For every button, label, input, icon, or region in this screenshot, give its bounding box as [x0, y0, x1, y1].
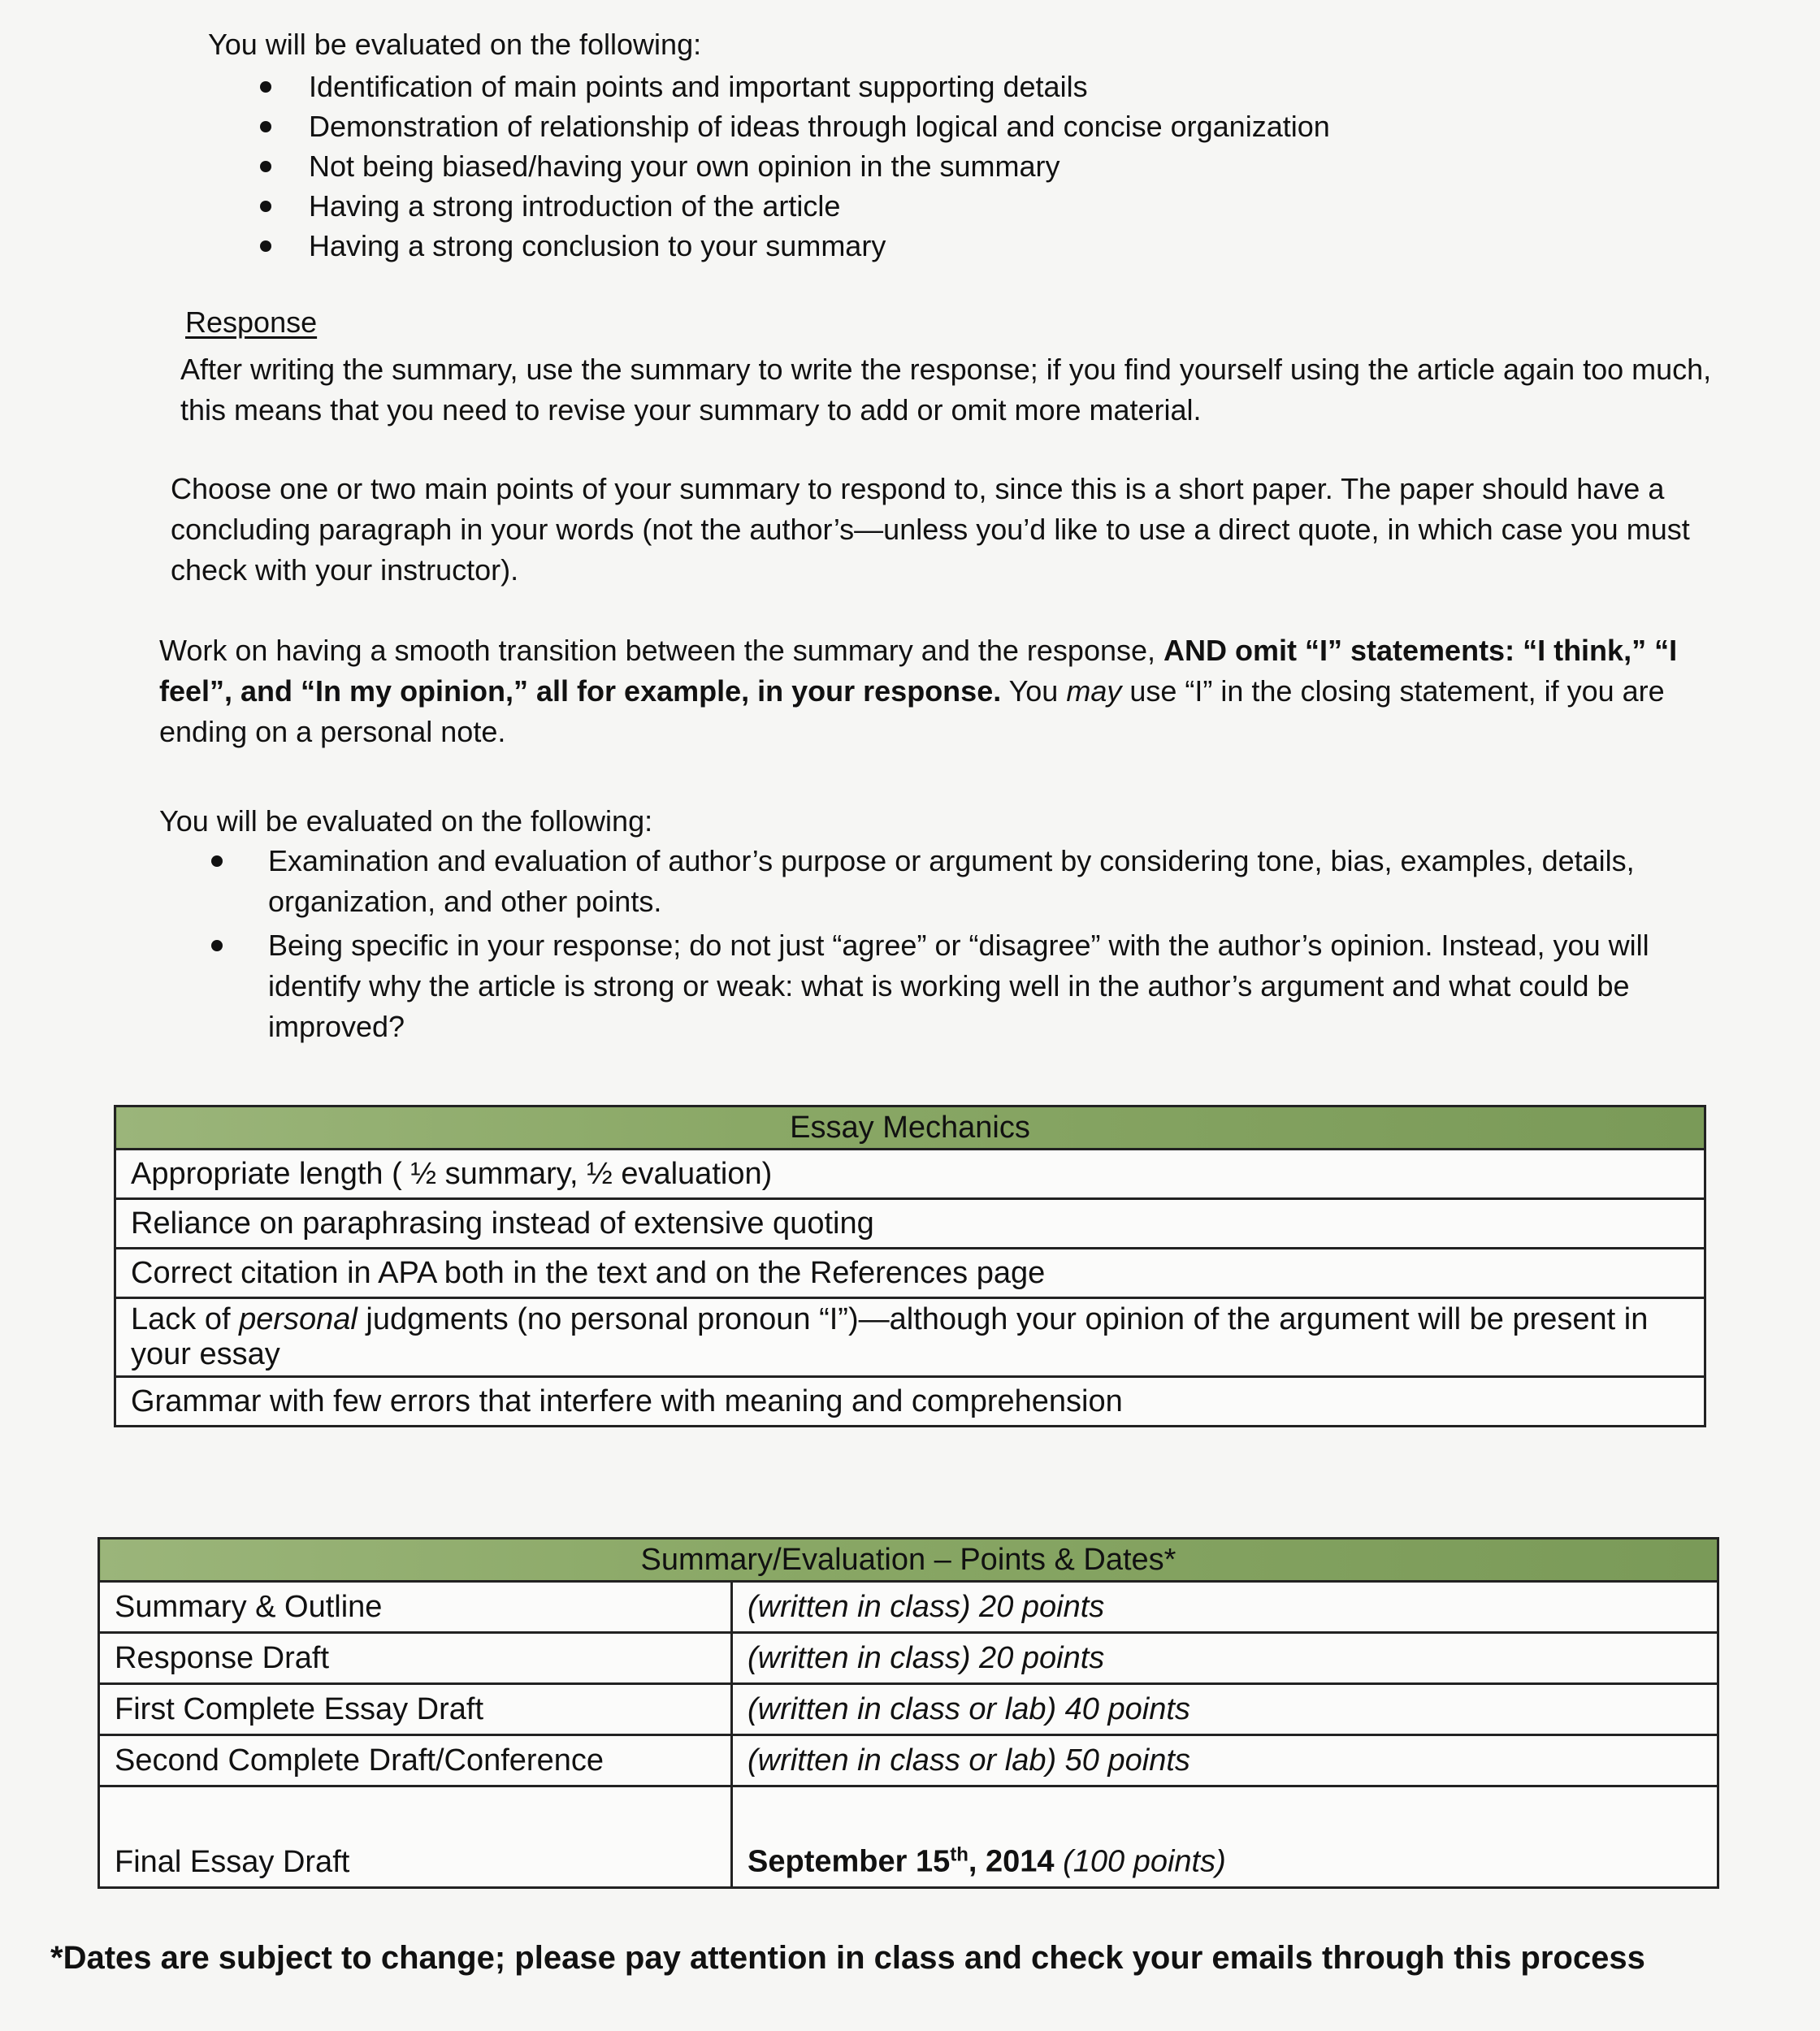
table-cell: Grammar with few errors that interfere with meaning and comprehension: [115, 1377, 1705, 1427]
table-row: [99, 1633, 1718, 1684]
response-paragraph-1: After writing the summary, use the summary to write the response; if you find yourself using the article again too much, this means that you need to revise your summary to add or omit more material.: [180, 353, 1712, 427]
table-cell: Appropriate length ( ½ summary, ½ evaluation): [115, 1150, 1705, 1199]
table-row: [99, 1786, 1718, 1888]
bullet-icon: [260, 161, 271, 172]
list-item: Being specific in your response; do not just “agree” or “disagree” with the author’s opinion. Instead, you will identify why the article is strong or weak: what is working well in the author’s argument and what could be improved?: [268, 925, 1747, 1047]
bullet-icon: [211, 855, 223, 867]
task-cell: Final Essay Draft: [99, 1786, 732, 1888]
list-item: Having a strong conclusion to your summary: [309, 226, 1330, 266]
table-row: [115, 1249, 1705, 1298]
response-eval-list: [268, 841, 1747, 1050]
table-row: [99, 1735, 1718, 1786]
bullet-icon: [260, 201, 271, 212]
task-cell: Summary & Outline: [99, 1582, 732, 1633]
table-row: [115, 1150, 1705, 1199]
list-item: Demonstration of relationship of ideas through logical and concise organization: [309, 106, 1330, 146]
table-row: [115, 1377, 1705, 1427]
detail-cell: (written in class) 20 points: [732, 1582, 1718, 1633]
bullet-icon: [211, 940, 223, 951]
table-row: [115, 1199, 1705, 1249]
table-header: Essay Mechanics: [115, 1106, 1705, 1150]
task-cell: Second Complete Draft/Conference: [99, 1735, 732, 1786]
summary-eval-list: [309, 67, 1330, 266]
bullet-icon: [260, 121, 271, 132]
table-cell: Lack of personal judgments (no personal pronoun “I”)—although your opinion of the argument will be present in your essay: [115, 1298, 1705, 1377]
list-item: Identification of main points and important supporting details: [309, 67, 1330, 106]
detail-cell: September 15th, 2014 (100 points): [732, 1786, 1718, 1888]
list-item: Examination and evaluation of author’s purpose or argument by considering tone, bias, examples, details, organization, and other points.: [268, 841, 1747, 922]
essay-mechanics-table: [114, 1105, 1706, 1427]
bullet-icon: [260, 81, 271, 93]
task-cell: Response Draft: [99, 1633, 732, 1684]
table-cell: Correct citation in APA both in the text and on the References page: [115, 1249, 1705, 1298]
table-row: [99, 1582, 1718, 1633]
bullet-icon: [260, 240, 271, 252]
response-paragraph-2: Choose one or two main points of your summary to respond to, since this is a short paper. The paper should have a concluding paragraph in your words (not the author’s—unless you’d like to use a direct quote, in which case you must check with your instructor).: [171, 472, 1690, 587]
table-row: [115, 1298, 1705, 1377]
detail-cell: (written in class) 20 points: [732, 1633, 1718, 1684]
response-paragraph-3: Work on having a smooth transition between the summary and the response, AND omit “I” statements: “I think,” “I feel”, and “In my opinion,” all for example, in your response. You may use “I” in the closing statement, if you are ending on a personal note.: [159, 634, 1678, 748]
detail-cell: (written in class or lab) 40 points: [732, 1684, 1718, 1735]
table-cell: Reliance on paraphrasing instead of extensive quoting: [115, 1199, 1705, 1249]
footer-note: *Dates are subject to change; please pay attention in class and check your emails through this process: [50, 1940, 1645, 1976]
points-dates-table: [98, 1537, 1719, 1889]
table-header: Summary/Evaluation – Points & Dates*: [99, 1539, 1718, 1582]
response-eval-intro: You will be evaluated on the following:: [159, 804, 653, 838]
list-item: Not being biased/having your own opinion in the summary: [309, 146, 1330, 186]
table-row: [99, 1684, 1718, 1735]
task-cell: First Complete Essay Draft: [99, 1684, 732, 1735]
list-item: Having a strong introduction of the article: [309, 186, 1330, 226]
response-heading: Response: [185, 305, 318, 339]
detail-cell: (written in class or lab) 50 points: [732, 1735, 1718, 1786]
summary-eval-intro: You will be evaluated on the following:: [208, 28, 702, 61]
